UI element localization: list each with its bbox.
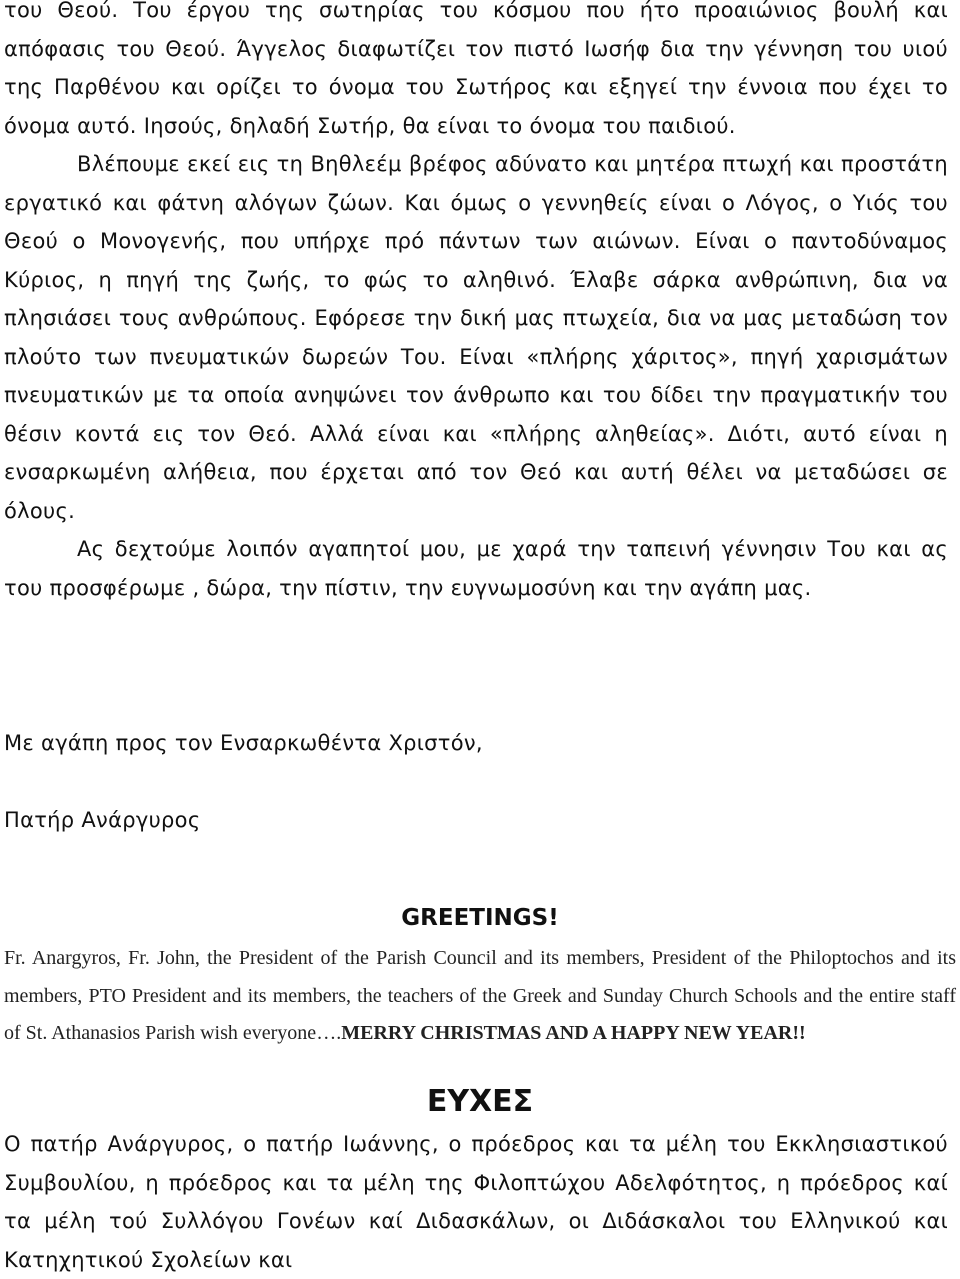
letter-paragraph-2: Βλέπουμε εκεί εις τη Βηθλεέμ βρέφος αδύνατο και μητέρα πτωχή και προστάτη εργατικό και φάτνη αλόγων ζώων. Και όμως ο γεννηθείς είναι ο Λόγος, ο Υιός του Θεού ο Μονογενής, που υπήρχε πρό πάντων των αιώνων. Είναι ο παντοδύναμος Κύριος, η πηγή της ζωής, το φώς το αληθινό. Έλαβε σάρκα ανθρώπινη, δια να πλησιάσει τους ανθρώπους. Εφόρεσε την δική μας πτωχεία, δια να μας μεταδώση τον πλούτο των πνευματικών δωρεών Του. Είναι «πλήρης χάριτος», πηγή χαρισμάτων πνευματικών με τα οποία ανηψώνει τον άνθρωπο και του δίδει την πραγματικήν του θέσιν κοντά εις τον Θεό. Αλλά είναι και «πλήρης αληθείας». Διότι, αυτό είναι η ενσαρκωμένη αλήθεια, που έρχεται από τον Θεό και αυτή θέλει να μεταδώσει σε όλους.	[4, 152, 948, 523]
letter-paragraph-3: Ας δεχτούμε λοιπόν αγαπητοί μου, με χαρά την ταπεινή γέννησιν Του και ας του προσφέρωμε , δώρα, την πίστιν, την ευγνωμοσύνη και την αγάπη μας.	[4, 537, 948, 600]
greetings-english-body	[4, 940, 956, 1053]
greetings-heading: GREETINGS!	[401, 905, 559, 931]
letter-closing: Με αγάπη προς τον Ενσαρκωθέντα Χριστόν,	[4, 731, 483, 755]
greek-letter-body	[0, 0, 952, 607]
greetings-greek-heading: ΕΥΧΕΣ	[426, 1084, 534, 1119]
greetings-english-text: Fr. Anargyros, Fr. John, the President of the Parish Council and its members, President of the Philoptochos and its members, PTO President and its members, the teachers of the Greek and Sunday Church Schools and the entire staff of St. Athanasios Parish wish everyone….	[4, 947, 956, 1044]
greetings-greek-body: Ο πατήρ Ανάργυρος, ο πατήρ Ιωάννης, ο πρόεδρος και τα μέλη του Εκκλησιαστικού Συμβουλίου, η πρόεδρος και τα μέλη της Φιλοπτώχου Αδελφότητος, η πρόεδρος καί τα μέλη τού Συλλόγου Γονέων καί Διδασκάλων, οι Διδάσκαλοι του Ελληνικού και Κατηχητικού Σχολείων και	[4, 1132, 948, 1272]
greetings-greek-body-wrapper	[0, 1125, 952, 1279]
letter-signature: Πατήρ Ανάργυρος	[4, 808, 201, 832]
greetings-english-emphasis: MERRY CHRISTMAS AND A HAPPY NEW YEAR!!	[341, 1022, 806, 1044]
letter-paragraph-1: του Θεού. Του έργου της σωτηρίας του κόσμου που ήτο προαιώνιος βουλή και απόφασις του Θεού. Άγγελος διαφωτίζει τον πιστό Ιωσήφ δια την γέννηση του υιού της Παρθένου και ορίζει το όνομα του Σωτήρος και εξηγεί την έννοια που έχει το όνομα αυτό. Ιησούς, δηλαδή Σωτήρ, θα είναι το όνομα του παιδιού.	[4, 0, 948, 138]
